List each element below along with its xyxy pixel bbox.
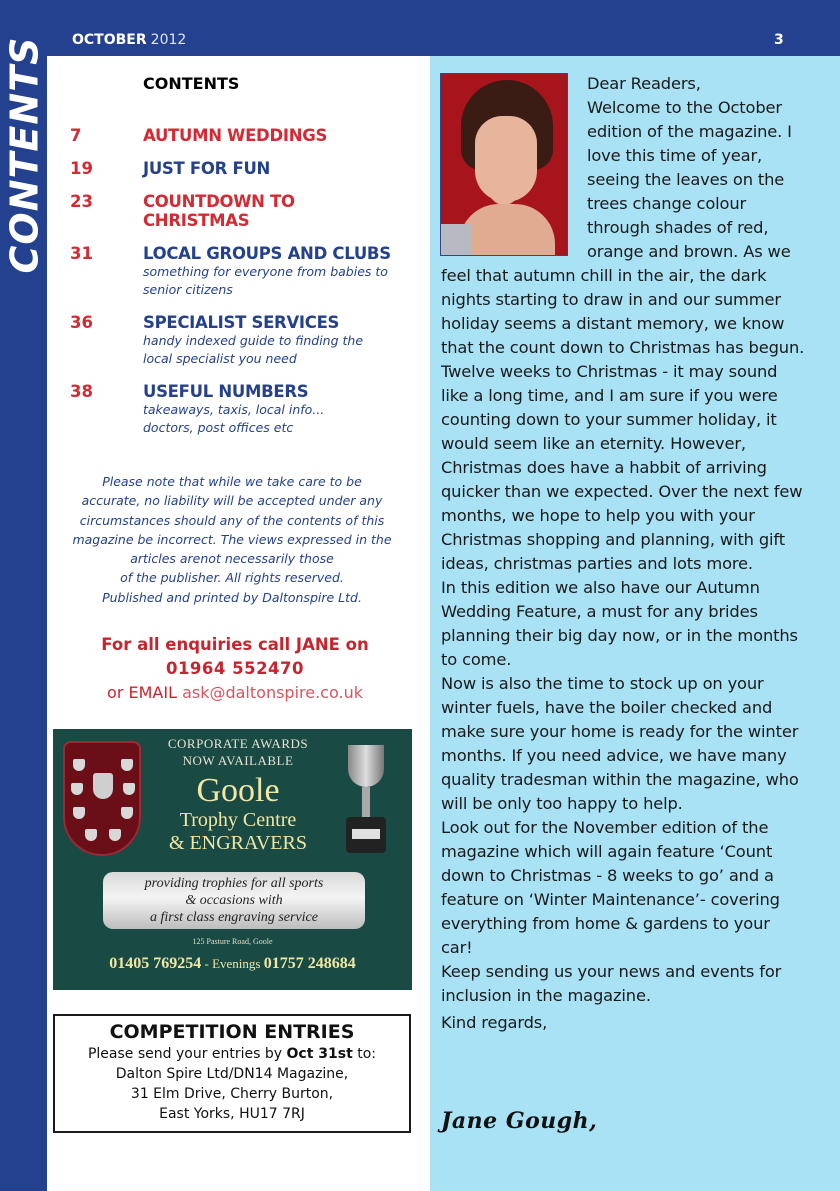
advert-address: 125 Pasture Road, Goole — [192, 937, 273, 946]
editor-letter — [441, 72, 806, 1035]
issue-year: 2012 — [150, 32, 187, 48]
toc-subtitle: handy indexed guide to finding the local specialist you need — [143, 333, 364, 366]
advert-plaque: providing trophies for all sports & occasions with a first class engraving service — [103, 872, 365, 929]
side-title-text: CONTENTS — [2, 36, 46, 274]
page-number: 3 — [774, 32, 784, 48]
disclaimer-line: Published and printed by Daltonspire Ltd. — [102, 589, 362, 605]
toc-title: COUNTDOWN TO CHRISTMAS — [143, 192, 295, 230]
competition-address-line: East Yorks, HU17 7RJ — [159, 1106, 305, 1122]
advert-phone-day: 01405 769254 — [109, 955, 202, 972]
enquiries-label: For all enquiries call JANE on — [101, 635, 369, 654]
letter-greeting: Dear Readers, — [587, 74, 701, 93]
table-of-contents — [70, 126, 415, 451]
competition-title: COMPETITION ENTRIES — [109, 1021, 355, 1043]
advert-phones — [53, 955, 412, 973]
toc-title: JUST FOR FUN — [143, 159, 271, 178]
toc-subtitle: takeaways, taxis, local info... doctors, post offices etc — [143, 402, 325, 435]
issue-date — [72, 32, 186, 48]
goole-trophy-advert[interactable] — [53, 729, 412, 990]
advert-evenings-label: - Evenings — [201, 956, 264, 971]
toc-item[interactable] — [70, 244, 415, 299]
toc-title: LOCAL GROUPS AND CLUBS — [143, 244, 391, 263]
letter-paragraph: Look out for the November edition of the magazine which will again feature ‘Count down to Christmas - 8 weeks to go’ and a feature on ‘Winter Maintenance’- covering everything from home & gardens to your car! — [441, 818, 780, 957]
cup-trophy-icon — [338, 745, 394, 865]
disclaimer-line: articles arenot necessarily those — [130, 551, 334, 567]
disclaimer-line: of the publisher. All rights reserved. — [120, 570, 344, 586]
advert-tagline: CORPORATE AWARDS NOW AVAILABLE — [167, 736, 309, 768]
toc-title: SPECIALIST SERVICES — [143, 313, 340, 332]
toc-item[interactable] — [70, 159, 415, 178]
toc-page-number: 38 — [70, 382, 93, 401]
enquiries-block — [60, 633, 410, 705]
toc-subtitle: something for everyone from babies to senior citizens — [143, 264, 388, 297]
letter-paragraph: Twelve weeks to Christmas - it may sound like a long time, and I am sure if you were counting down to your summer holiday, it would seem like an eternity. However, Christmas does have a habbit of arriving quicker than we expected. Over the next few months, we hope to help you with your Christmas shopping and planning, with gift ideas, christmas parties and lots more. — [441, 362, 803, 573]
letter-closing: Kind regards, — [441, 1013, 548, 1032]
toc-item[interactable] — [70, 382, 415, 437]
enquiries-phone[interactable]: 01964 552470 — [165, 659, 305, 678]
disclaimer — [62, 472, 402, 607]
competition-instructions: Please send your entries by Oct 31st to: — [87, 1046, 377, 1062]
competition-address-line: 31 Elm Drive, Cherry Burton, — [130, 1086, 334, 1102]
letter-paragraph: Welcome to the October edition of the magazine. I love this time of year, seeing the leaves on the trees change colour through shades of red, orange and brown. As we feel that autumn chill in the air, the dark nights starting to draw in and our summer holiday seems a distant memory, we know that the count down to Christmas has begun. — [441, 98, 805, 357]
letter-paragraph: Keep sending us your news and events for inclusion in the magazine. — [441, 962, 782, 1005]
disclaimer-line: magazine be incorrect. The views expressed in the — [72, 531, 392, 547]
competition-entries-box — [53, 1014, 411, 1133]
email-label: or EMAIL — [107, 683, 183, 702]
disclaimer-line: Please note that while we take care to be — [102, 474, 362, 489]
toc-page-number: 7 — [70, 126, 82, 145]
contents-heading: CONTENTS — [143, 74, 240, 93]
toc-title: USEFUL NUMBERS — [143, 382, 309, 401]
toc-title: AUTUMN WEDDINGS — [143, 126, 328, 145]
letter-paragraph: Now is also the time to stock up on your winter fuels, have the boiler checked and make sure your home is ready for the winter months. If you need advice, we have many quality tradesman within the magazine, who will be only too happy to help. — [441, 674, 799, 813]
toc-page-number: 36 — [70, 313, 93, 332]
email-link[interactable]: ask@daltonspire.co.uk — [182, 683, 363, 702]
issue-month: OCTOBER — [72, 32, 147, 48]
toc-page-number: 31 — [70, 244, 93, 263]
toc-page-number: 19 — [70, 159, 93, 178]
competition-deadline: Oct 31st — [286, 1046, 353, 1062]
toc-item[interactable] — [70, 313, 415, 368]
toc-item[interactable] — [70, 126, 415, 145]
advert-business-name: Goole — [196, 772, 280, 809]
advert-phone-evening: 01757 248684 — [263, 955, 356, 972]
side-title — [2, 36, 46, 274]
shield-trophy-icon — [63, 741, 141, 856]
letter-paragraph: In this edition we also have our Autumn Wedding Feature, a must for any brides planning their big day now, or in the months to come. — [441, 578, 798, 669]
advert-business-subtitle: Trophy Centre & ENGRAVERS — [169, 809, 307, 854]
disclaimer-line: accurate, no liability will be accepted under any — [81, 493, 383, 509]
toc-page-number: 23 — [70, 192, 93, 211]
letter-signature: Jane Gough, — [441, 1108, 598, 1134]
competition-address-line: Dalton Spire Ltd/DN14 Magazine, — [115, 1066, 349, 1082]
disclaimer-line: circumstances should any of the contents of this — [79, 512, 385, 528]
toc-item[interactable] — [70, 192, 415, 230]
